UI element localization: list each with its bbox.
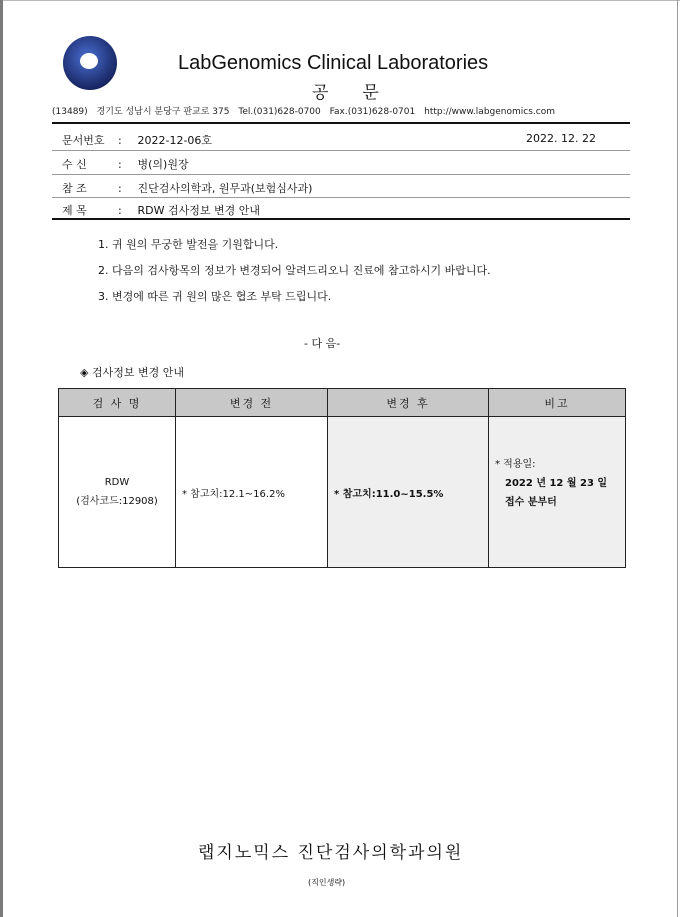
seal-omitted-note: (직인생략) bbox=[308, 878, 346, 887]
page-border-top bbox=[0, 0, 680, 1]
meta-separator bbox=[52, 197, 630, 198]
subject: RDW 검사정보 변경 안내 bbox=[137, 204, 260, 217]
column-header-test-name: 검 사 명 bbox=[59, 389, 176, 417]
subject-row: 제 목 : RDW 검사정보 변경 안내 bbox=[62, 204, 260, 217]
body-items bbox=[98, 236, 491, 314]
reference: 진단검사의학과, 원무과(보험심사과) bbox=[137, 182, 313, 195]
test-name-cell bbox=[59, 417, 176, 568]
before-cell: * 참고치:12.1~16.2% bbox=[176, 417, 328, 568]
test-code: (검사코드:12908) bbox=[76, 496, 158, 507]
recipient: 병(의)원장 bbox=[137, 158, 189, 171]
note-line: * 적용일: bbox=[495, 459, 536, 470]
document-kind-title: 공문 bbox=[312, 83, 413, 103]
test-name: RDW bbox=[104, 477, 130, 488]
page-border-left bbox=[0, 0, 3, 917]
note-line: 2022 년 12 월 23 일 bbox=[505, 478, 608, 489]
meta-separator bbox=[52, 174, 630, 175]
table-header-row bbox=[59, 389, 626, 417]
note-line: 접수 분부터 bbox=[505, 497, 557, 508]
doc-number-row: 문서번호 : 2022-12-06호 bbox=[62, 134, 213, 147]
note-cell bbox=[489, 417, 626, 568]
da-eum-heading: - 다 음- bbox=[304, 337, 341, 350]
reference-row: 참 조 : 진단검사의학과, 원무과(보험심사과) bbox=[62, 182, 313, 195]
column-header-after: 변경 후 bbox=[328, 389, 489, 417]
column-header-before: 변경 전 bbox=[176, 389, 328, 417]
test-change-table bbox=[58, 388, 626, 568]
address-line bbox=[52, 104, 561, 117]
meta-separator bbox=[52, 150, 630, 151]
doc-date: 2022. 12. 22 bbox=[526, 132, 596, 145]
body-item: 1. 귀 원의 무궁한 발전을 기원합니다. bbox=[98, 238, 279, 251]
website: http://www.labgenomics.com bbox=[424, 107, 555, 117]
header-rule-bottom bbox=[52, 218, 630, 220]
signatory-name: 랩지노믹스 진단검사의학과의원 bbox=[198, 843, 464, 863]
postal-code: (13489) bbox=[52, 107, 88, 117]
page-border-right bbox=[677, 0, 678, 917]
table-row bbox=[59, 417, 626, 568]
subject-label: 제 목 bbox=[62, 204, 87, 217]
address: 경기도 성남시 분당구 판교로 375 bbox=[96, 107, 230, 117]
recipient-row: 수 신 : 병(의)원장 bbox=[62, 158, 189, 171]
column-header-note: 비고 bbox=[489, 389, 626, 417]
labgenomics-logo-icon bbox=[62, 35, 118, 91]
after-cell: * 참고치:11.0~15.5% bbox=[328, 417, 489, 568]
fax: Fax.(031)628-0701 bbox=[329, 107, 416, 117]
telephone: Tel.(031)628-0700 bbox=[238, 107, 321, 117]
doc-number-label: 문서번호 bbox=[62, 134, 105, 147]
body-item: 2. 다음의 검사항목의 정보가 변경되어 알려드리오니 진료에 참고하시기 바랍니다. bbox=[98, 264, 491, 277]
body-item: 3. 변경에 따른 귀 원의 많은 협조 부탁 드립니다. bbox=[98, 290, 332, 303]
section-title: ◈ 검사정보 변경 안내 bbox=[80, 366, 184, 379]
organization-name: LabGenomics Clinical Laboratories bbox=[178, 52, 489, 74]
reference-label: 참 조 bbox=[62, 182, 87, 195]
doc-number: 2022-12-06호 bbox=[137, 134, 213, 147]
header-rule-top bbox=[52, 122, 630, 124]
recipient-label: 수 신 bbox=[62, 158, 87, 171]
